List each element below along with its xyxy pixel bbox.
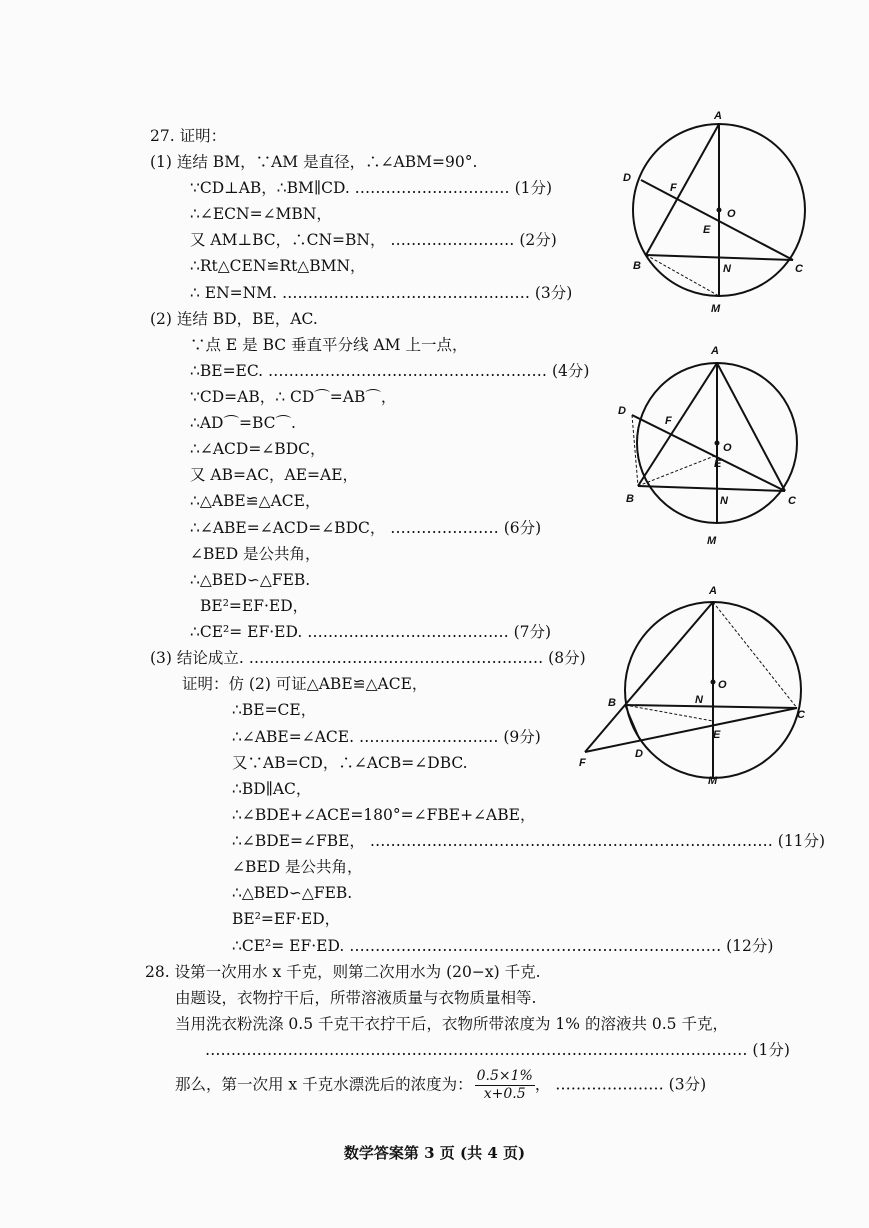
answer-line: ∴∠ABE=∠ACD=∠BDC， ………………… (6分): [190, 519, 542, 537]
answer-line: ∴ EN=NM. ………………………………………… (3分): [190, 284, 573, 302]
answer-line: ∴△BED∽△FEB.: [232, 884, 353, 902]
fig1-label-b: B: [633, 260, 641, 272]
fig1-label-n: N: [723, 263, 731, 275]
fig2-label-a: A: [711, 345, 719, 357]
fig1-label-f: F: [670, 182, 677, 194]
answer-line: ∴∠BDE=∠FBE， …………………………………………………………………… (11分): [232, 832, 826, 850]
fig3-label-e: E: [713, 729, 721, 741]
fig1-label-o: O: [727, 208, 736, 220]
answer-line: 又∵AB=CD，∴∠ACB=∠DBC.: [232, 754, 468, 772]
answer-line: 又 AM⊥BC，∴CN=BN， …………………… (2分): [190, 231, 557, 249]
answer-line: 证明：仿 (2) 可证△ABE≌△ACE，: [182, 675, 428, 693]
fig2-label-c: C: [788, 495, 796, 507]
fig1-label-e: E: [703, 224, 711, 236]
figure-1-circle-diagram: [615, 105, 815, 320]
fig3-label-a: A: [709, 585, 717, 597]
answer-line: …………………………………………………………………………………………… (1分): [205, 1041, 790, 1059]
answer-line: 又 AB=AC，AE=AE，: [190, 466, 359, 484]
fig2-label-n: N: [720, 495, 728, 507]
question-28-last-line: [175, 1068, 706, 1103]
answer-line: ∠BED 是公共角，: [190, 545, 321, 563]
fraction-numerator: 0.5×1%: [476, 1068, 533, 1084]
fig3-label-d: D: [635, 748, 643, 760]
fig3-label-n: N: [695, 694, 703, 706]
answer-line: ∴BD∥AC，: [232, 780, 312, 798]
fig1-label-d: D: [623, 172, 631, 184]
answer-line: BE²=EF·ED，: [232, 910, 341, 928]
answer-line: BE²=EF·ED，: [200, 597, 309, 615]
fig2-label-m: M: [707, 535, 717, 547]
answer-line: ∴△BED∽△FEB.: [190, 571, 311, 589]
answer-line: 当用洗衣粉洗涤 0.5 千克干衣拧干后，衣物所带浓度为 1% 的溶液共 0.5 千克，: [175, 1015, 728, 1033]
answer-line: ∴∠BDE+∠ACE=180°=∠FBE+∠ABE，: [232, 806, 536, 824]
answer-line: ∴BE=EC. ……………………………………………… (4分): [190, 362, 590, 380]
answer-line: ∴∠ABE=∠ACE. ……………………… (9分): [232, 728, 541, 746]
page-footer: 数学答案第 3 页 (共 4 页): [343, 1144, 526, 1162]
fig2-label-o: O: [723, 442, 732, 454]
answer-line: ∴AD⌒=BC⌒.: [190, 414, 296, 432]
fraction-denominator: x+0.5: [483, 1086, 526, 1102]
answer-line: 由题设，衣物拧干后，所带溶液质量与衣物质量相等.: [175, 989, 537, 1007]
answer-line: ∴∠ACD=∠BDC，: [190, 440, 326, 458]
answer-line: 27. 证明：: [150, 127, 227, 145]
fig1-label-a: A: [714, 110, 722, 122]
answer-line: 28. 设第一次用水 x 千克，则第二次用水为 (20−x) 千克.: [145, 963, 541, 981]
fig3-label-o: O: [718, 679, 727, 691]
figure-2-circle-diagram: [610, 340, 810, 550]
fig3-label-f: F: [579, 757, 586, 769]
fig2-label-d: D: [618, 405, 626, 417]
fig3-label-m: M: [708, 775, 718, 787]
fig3-label-b: B: [608, 697, 616, 709]
last-line-suffix: ， ………………… (3分): [534, 1075, 707, 1094]
answer-line: ∵CD=AB，∴ CD⌒=AB⌒，: [190, 388, 397, 406]
answer-line: ∴∠ECN=∠MBN，: [190, 205, 332, 223]
answer-line: ∵CD⊥AB，∴BM∥CD. ………………………… (1分): [190, 179, 553, 197]
fig2-label-b: B: [626, 493, 634, 505]
fig1-label-c: C: [795, 263, 803, 275]
fig2-label-e: E: [714, 458, 722, 470]
answer-line: ∴Rt△CEN≌Rt△BMN，: [190, 257, 366, 275]
answer-line: ∴CE²= EF·ED. ………………………………… (7分): [190, 623, 552, 641]
answer-line: ∴△ABE≌△ACE，: [190, 492, 321, 510]
answer-line: ∴CE²= EF·ED. ……………………………………………………………… (12分): [232, 937, 774, 955]
concentration-fraction: [475, 1068, 535, 1103]
answer-line: ∵点 E 是 BC 垂直平分线 AM 上一点，: [190, 336, 468, 354]
answer-line: ∠BED 是公共角，: [232, 858, 363, 876]
answer-line: (2) 连结 BD，BE，AC.: [150, 310, 318, 328]
fig2-label-f: F: [665, 415, 672, 427]
answer-line: (3) 结论成立. ………………………………………………… (8分): [150, 649, 586, 667]
answer-line: (1) 连结 BM，∵AM 是直径，∴∠ABM=90°.: [150, 153, 478, 171]
fig3-label-c: C: [797, 709, 805, 721]
fig1-label-m: M: [711, 303, 721, 315]
last-line-prefix: 那么，第一次用 x 千克水漂洗后的浓度为：: [175, 1075, 473, 1094]
figure-3-circle-diagram: [575, 580, 815, 790]
answer-line: ∴BE=CE，: [232, 701, 317, 719]
